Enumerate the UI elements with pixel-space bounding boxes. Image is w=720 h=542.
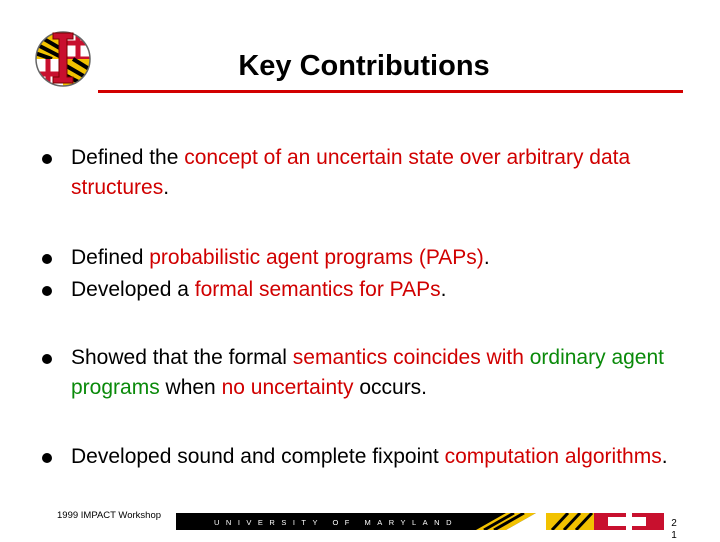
slide-title: Key Contributions (238, 50, 490, 82)
bullet-dot-icon (42, 453, 52, 463)
bullet-text (71, 275, 671, 305)
bullet-segment: no uncertainty (221, 376, 354, 399)
bullet-segment: probabilistic agent programs (PAPs) (149, 246, 484, 269)
bullet-dot-icon (42, 254, 52, 264)
bullet-segment: computation algorithms (444, 445, 662, 468)
bullet-segment: concept of an uncertain state over arbitrary data structures (71, 146, 631, 199)
bullet-segment: when (159, 376, 222, 399)
title-rule (98, 90, 683, 93)
page-number-line: 1 (671, 530, 677, 541)
bullet-segment: Defined (71, 246, 150, 269)
bullet-text (71, 442, 671, 472)
bullet-dot-icon (42, 354, 52, 364)
bullet-segment: occurs. (353, 376, 428, 399)
workshop-label: 1999 IMPACT Workshop (57, 510, 162, 521)
bullet-text (71, 143, 671, 203)
bullet-text (71, 343, 671, 403)
bullet-segment: Developed a (71, 278, 195, 301)
page-number-line: 2 (671, 518, 677, 529)
bullet-segment: . (440, 278, 447, 301)
bullet-segment: semantics coincides with (292, 346, 524, 369)
bullet-segment: Developed sound and complete fixpoint (71, 445, 445, 468)
bullet-segment: ordinary agent programs (71, 346, 664, 399)
university-name: UNIVERSITY OF MARYLAND (214, 518, 458, 527)
bullet-dot-icon (42, 286, 52, 296)
bullet-dot-icon (42, 154, 52, 164)
page-number (668, 518, 680, 542)
bullet-segment: . (661, 445, 668, 468)
bullet-segment: Defined the (71, 146, 185, 169)
bullet-segment: formal semantics for PAPs (194, 278, 441, 301)
bullet-segment: . (483, 246, 490, 269)
bullet-segment: . (163, 176, 170, 199)
bullet-segment: Showed that the formal (71, 346, 293, 369)
university-banner (176, 513, 664, 530)
bullet-text (71, 243, 671, 273)
